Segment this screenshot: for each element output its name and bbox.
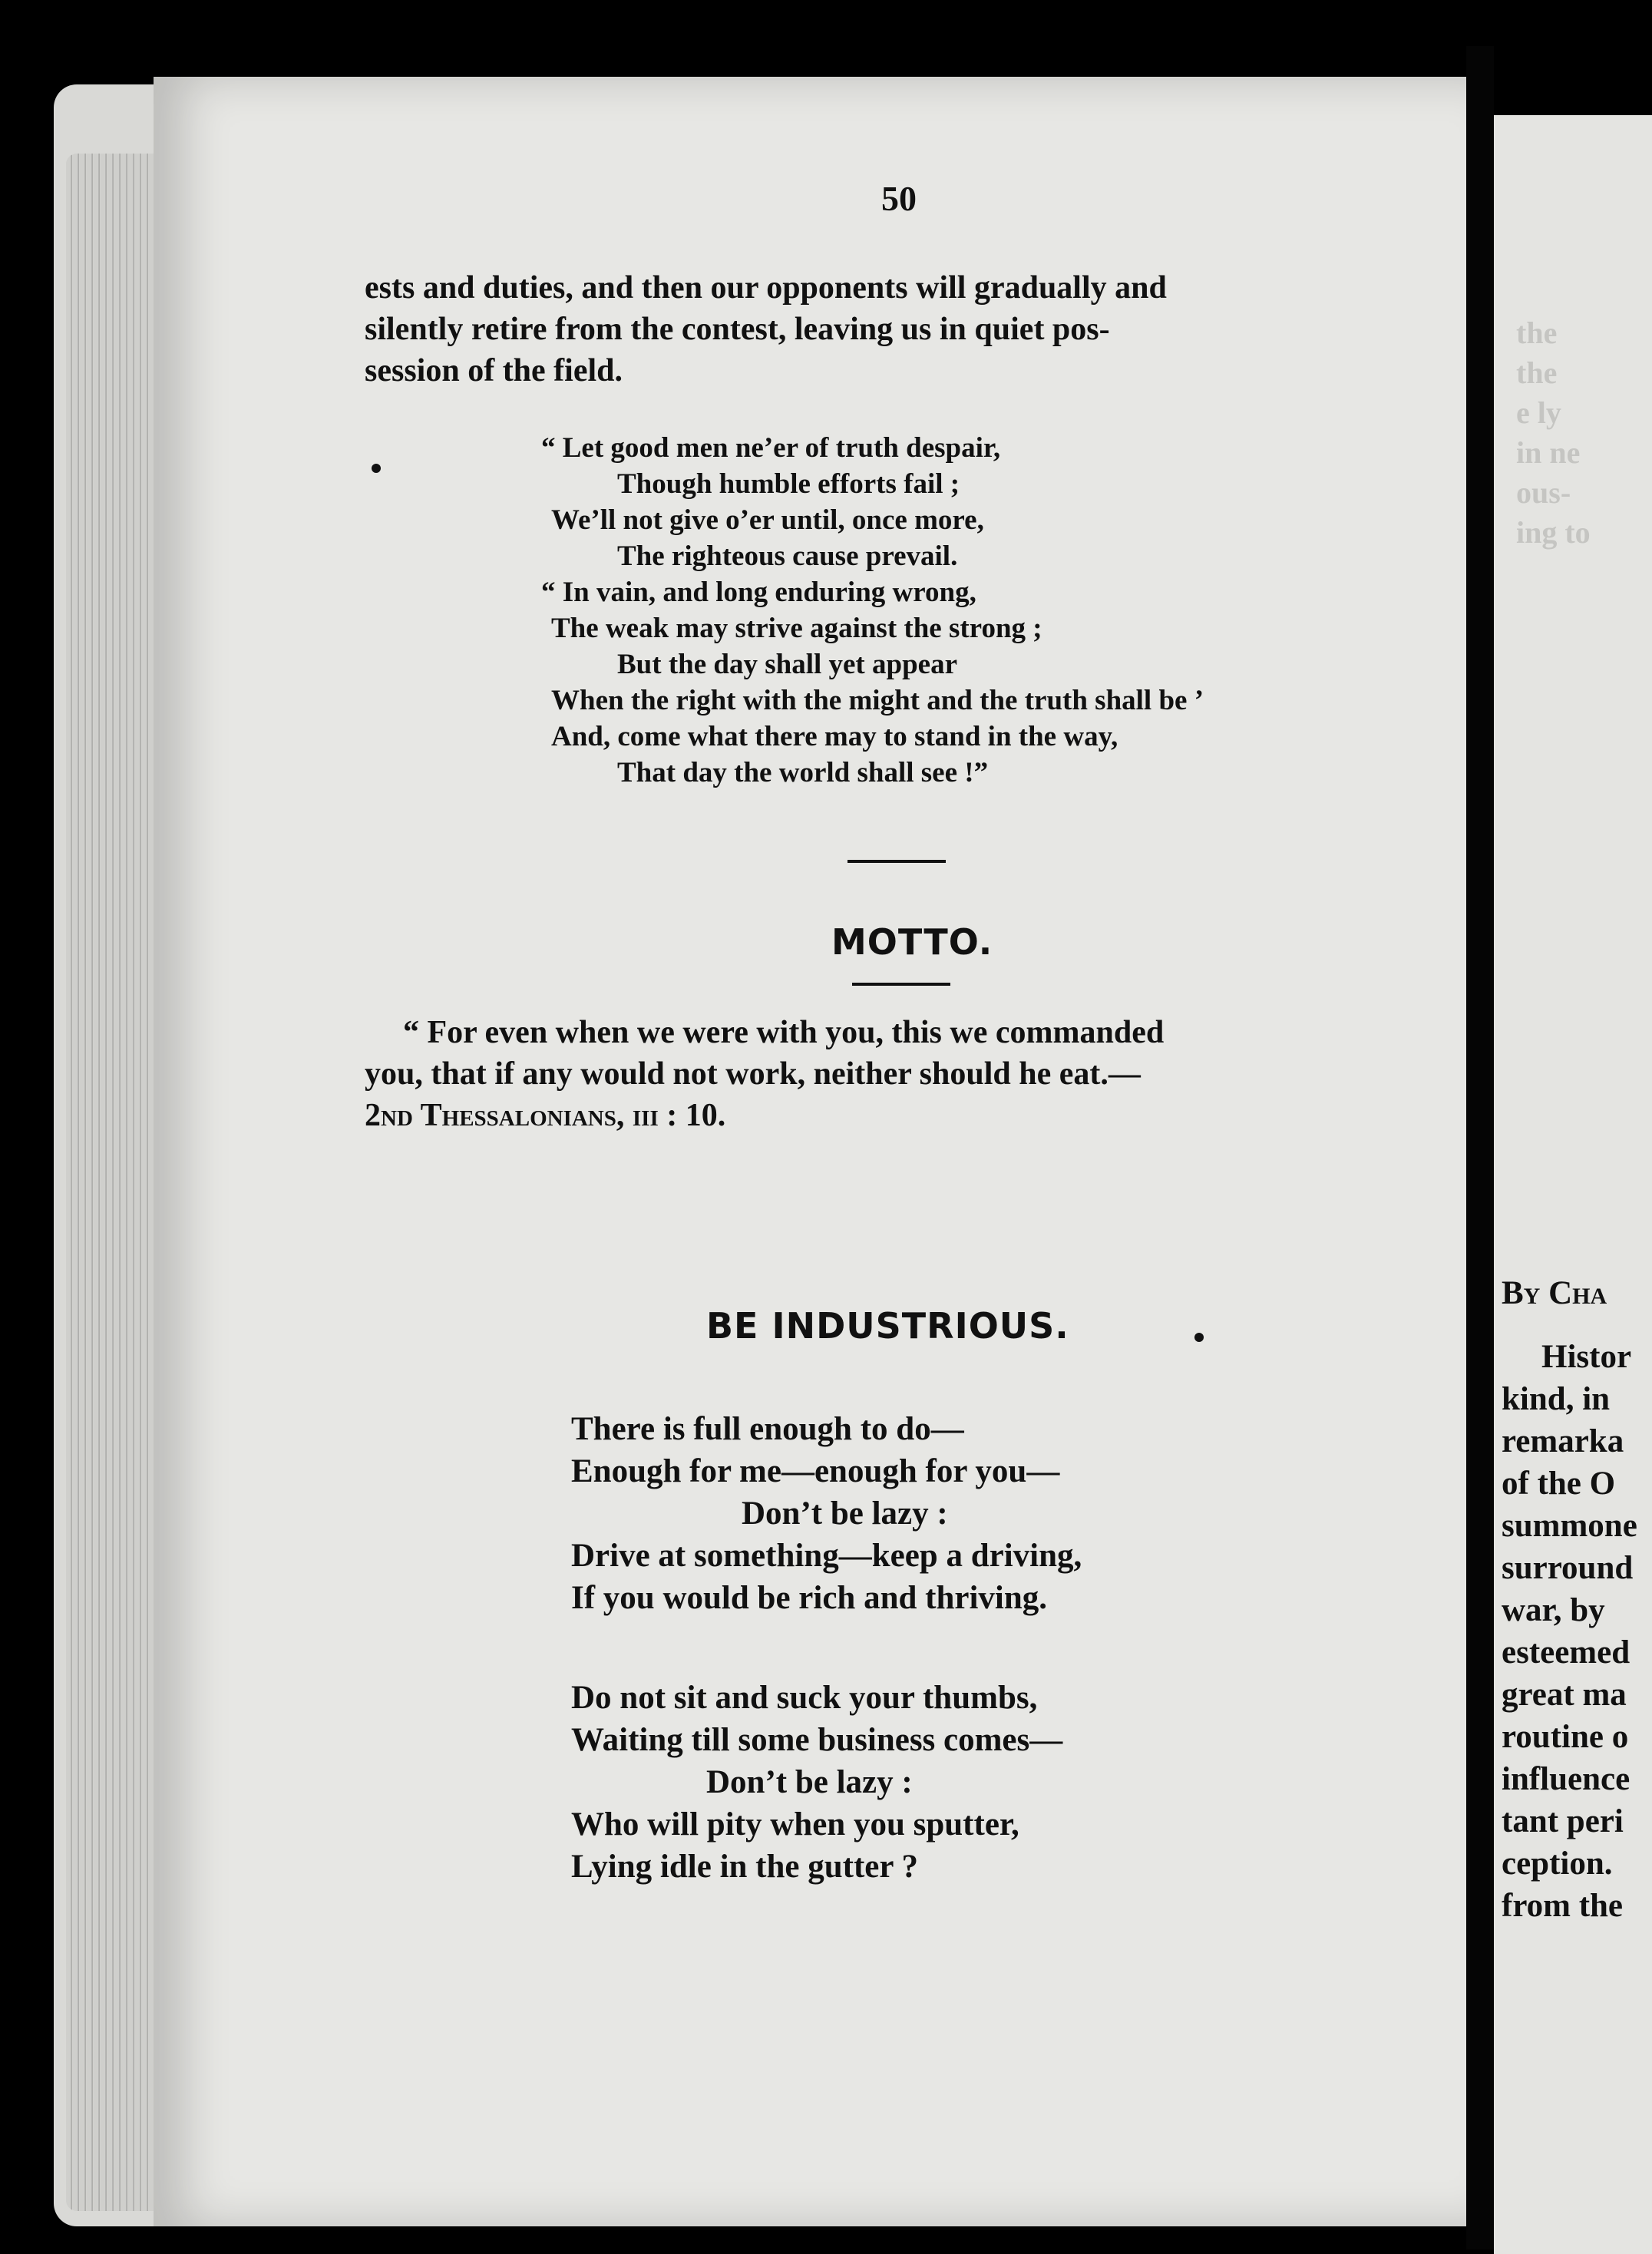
right-page-line: surround	[1502, 1550, 1634, 1586]
right-page-line: great ma	[1502, 1677, 1627, 1713]
poem-line-2: Though humble efforts fail ;	[617, 468, 960, 500]
poem-line-8: When the right with the might and the truth shall be ’	[551, 685, 1204, 716]
poem-line-4: The righteous cause prevail.	[617, 540, 958, 572]
section-rule	[847, 860, 946, 863]
page-edges	[66, 154, 158, 2211]
poem-line-10: That day the world shall see !”	[617, 757, 989, 788]
right-page-line: esteemed	[1502, 1634, 1631, 1671]
ink-dot	[372, 464, 381, 473]
poem-line-7: But the day shall yet appear	[617, 649, 958, 680]
intro-line-2: silently retire from the contest, leaving us in quiet pos-	[365, 312, 1110, 347]
section-rule	[852, 983, 950, 986]
poem-line-6: The weak may strive against the strong ;	[551, 613, 1042, 644]
right-page-line: tant peri	[1502, 1803, 1624, 1839]
book-gutter	[1466, 46, 1494, 2249]
poem-line-1: “ Let good men ne’er of truth despair,	[541, 432, 1001, 464]
verse-2-line-1: Do not sit and suck your thumbs,	[571, 1680, 1038, 1716]
right-page-line: war, by	[1502, 1592, 1605, 1628]
verse-2-line-3: Don’t be lazy :	[706, 1764, 913, 1800]
verse-1-line-3: Don’t be lazy :	[742, 1496, 948, 1532]
right-fragment: the	[1516, 316, 1558, 350]
right-page-line: from the	[1502, 1888, 1624, 1924]
ink-dot	[1194, 1333, 1204, 1342]
intro-line-3: session of the field.	[365, 353, 623, 388]
poem-line-9: And, come what there may to stand in the way,	[551, 721, 1118, 752]
page-number: 50	[881, 179, 917, 218]
right-page-line: ception.	[1502, 1846, 1613, 1882]
right-page-line: influence	[1502, 1761, 1631, 1797]
poem-line-3: We’ll not give o’er until, once more,	[551, 504, 984, 536]
poem-line-5: “ In vain, and long enduring wrong,	[541, 577, 976, 608]
right-page-line: By Cha	[1502, 1275, 1607, 1311]
verse-2-line-5: Lying idle in the gutter ?	[571, 1849, 918, 1885]
right-page-line: of the O	[1502, 1466, 1616, 1502]
right-fragment: e ly	[1516, 395, 1561, 430]
motto-line-2: you, that if any would not work, neither should he eat.—	[365, 1056, 1141, 1092]
industrious-heading: BE INDUSTRIOUS.	[706, 1305, 1069, 1347]
right-fragment: in ne	[1516, 435, 1581, 470]
verse-2-line-2: Waiting till some business comes—	[571, 1722, 1063, 1758]
verse-1-line-1: There is full enough to do—	[571, 1411, 964, 1447]
right-fragment: ous-	[1516, 475, 1571, 510]
right-fragment: ing to	[1516, 515, 1591, 550]
right-page-line: kind, in	[1502, 1381, 1611, 1417]
intro-line-1: ests and duties, and then our opponents will gradually and	[365, 270, 1167, 306]
right-fragment: the	[1516, 355, 1558, 390]
motto-citation: 2nd Thessalonians, iii : 10.	[365, 1098, 726, 1133]
left-page	[154, 77, 1474, 2226]
verse-1-line-2: Enough for me—enough for you—	[571, 1453, 1060, 1489]
right-page-line: routine o	[1502, 1719, 1629, 1755]
verse-1-line-4: Drive at something—keep a driving,	[571, 1538, 1082, 1574]
right-page-line: remarka	[1502, 1423, 1624, 1459]
verse-1-line-5: If you would be rich and thriving.	[571, 1580, 1048, 1616]
right-page-line: Histor	[1541, 1339, 1632, 1375]
motto-line-1: “ For even when we were with you, this we commanded	[403, 1015, 1165, 1050]
verse-2-line-4: Who will pity when you sputter,	[571, 1806, 1019, 1843]
motto-heading: MOTTO.	[831, 921, 993, 963]
right-page-line: summone	[1502, 1508, 1637, 1544]
